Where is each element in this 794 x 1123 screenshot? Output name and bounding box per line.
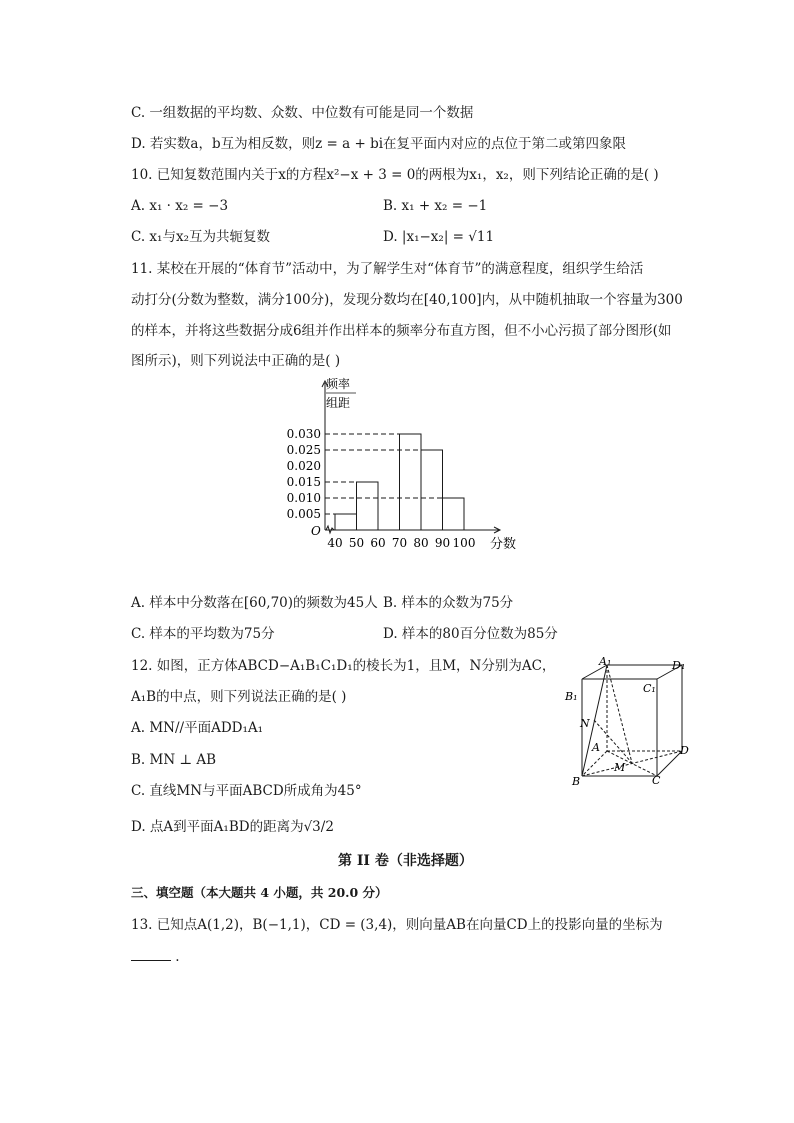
x-tick-label: 90: [434, 536, 451, 550]
x-tick-label: 100: [452, 536, 476, 550]
q10-option-a: A. x₁ · x₂ = −3: [131, 198, 229, 214]
q11-option-d: D. 样本的80百分位数为85分: [383, 626, 558, 642]
cube-label-b: B: [572, 775, 581, 786]
section-title: 第 II 卷（非选择题）: [338, 853, 473, 869]
q11-stem-line3: 的样本，并将这些数据分成6组并作出样本的频率分布直方图，但不小心污损了部分图形(如: [131, 323, 672, 339]
q10-option-c: C. x₁与x₂互为共轭复数: [131, 229, 270, 245]
q12-option-d: D. 点A到平面A₁BD的距离为√3/2: [131, 819, 334, 835]
histogram-bar: [400, 434, 422, 530]
y-tick-label: 0.020: [286, 459, 321, 473]
x-tick-label: 40: [327, 536, 343, 550]
histogram-bar: [357, 482, 379, 530]
y-tick-label: 0.030: [286, 427, 321, 441]
q12-option-a: A. MN//平面ADD₁A₁: [131, 720, 264, 736]
q12-stem-line1: 12. 如图，正方体ABCD−A₁B₁C₁D₁的棱长为1，且M，N分别为AC，: [131, 658, 556, 674]
q9-option-d: D. 若实数a，b互为相反数，则z = a + bi在复平面内对应的点位于第二或第四象限: [131, 136, 627, 152]
answer-blank: [131, 948, 171, 961]
q13-tail: .: [175, 949, 180, 965]
y-tick-label: 0.015: [286, 475, 321, 489]
y-label-top: 频率: [326, 377, 351, 391]
q10-option-d: D. |x₁−x₂| = √11: [383, 229, 495, 245]
q13-answer-line: [131, 948, 180, 966]
cube-label-a: A: [592, 741, 600, 754]
origin-label: O: [311, 524, 321, 538]
cube-label-c: C: [652, 774, 661, 786]
q10-stem: 10. 已知复数范围内关于x的方程x²−x + 3 = 0的两根为x₁，x₂，则下列结论正确的是( ): [131, 167, 659, 183]
x-tick-label: 50: [348, 536, 365, 550]
cube-label-a1: A₁: [599, 656, 612, 668]
q11-option-b: B. 样本的众数为75分: [383, 595, 514, 611]
y-tick-label: 0.025: [286, 443, 321, 457]
histogram-bar: [443, 498, 465, 530]
histogram-bar: [335, 514, 357, 530]
q9-option-c: C. 一组数据的平均数、众数、中位数有可能是同一个数据: [131, 105, 474, 121]
q13-stem: 13. 已知点A(1,2)，B(−1,1)，CD = (3,4)，则向量AB在向量CD上的投影向量的坐标为: [131, 917, 663, 933]
x-tick-label: 60: [370, 536, 386, 550]
y-label-bottom: 组距: [326, 396, 351, 410]
histogram-bar: [421, 450, 443, 530]
q10-option-b: B. x₁ + x₂ = −1: [383, 198, 488, 214]
q12-stem-line2: A₁B的中点，则下列说法正确的是( ): [131, 689, 347, 705]
q12-option-c: C. 直线MN与平面ABCD所成角为45°: [131, 783, 362, 799]
cube-label-d: D: [680, 744, 689, 757]
cube-figure: [562, 656, 692, 786]
cube-label-b1: B₁: [565, 690, 578, 703]
q11-option-c: C. 样本的平均数为75分: [131, 626, 275, 642]
q11-stem-line4: 图所示)，则下列说法中正确的是( ): [131, 353, 341, 369]
x-axis-label: 分数: [490, 537, 517, 552]
q12-option-b: B. MN ⊥ AB: [131, 752, 217, 768]
x-tick-label: 80: [413, 536, 429, 550]
y-tick-label: 0.005: [286, 507, 321, 521]
cube-label-c1: C₁: [643, 682, 656, 695]
q11-stem-line2: 动打分(分数为整数，满分100分)，发现分数均在[40,100]内，从中随机抽取一个容量为300: [131, 292, 683, 308]
x-tick-label: 70: [391, 536, 408, 550]
frequency-histogram: [268, 375, 528, 560]
q11-stem-line1: 11. 某校在开展的“体育节”活动中，为了解学生对“体育节”的满意程度，组织学生给活: [131, 261, 644, 277]
cube-label-m: M: [614, 761, 626, 774]
q11-option-a: A. 样本中分数落在[60,70)的频数为45人: [131, 595, 378, 611]
y-tick-label: 0.010: [286, 491, 321, 505]
cube-label-n: N: [580, 717, 590, 730]
cube-label-d1: D₁: [672, 659, 686, 672]
part3-heading: 三、填空题（本大题共 4 小题，共 20.0 分）: [131, 885, 388, 900]
